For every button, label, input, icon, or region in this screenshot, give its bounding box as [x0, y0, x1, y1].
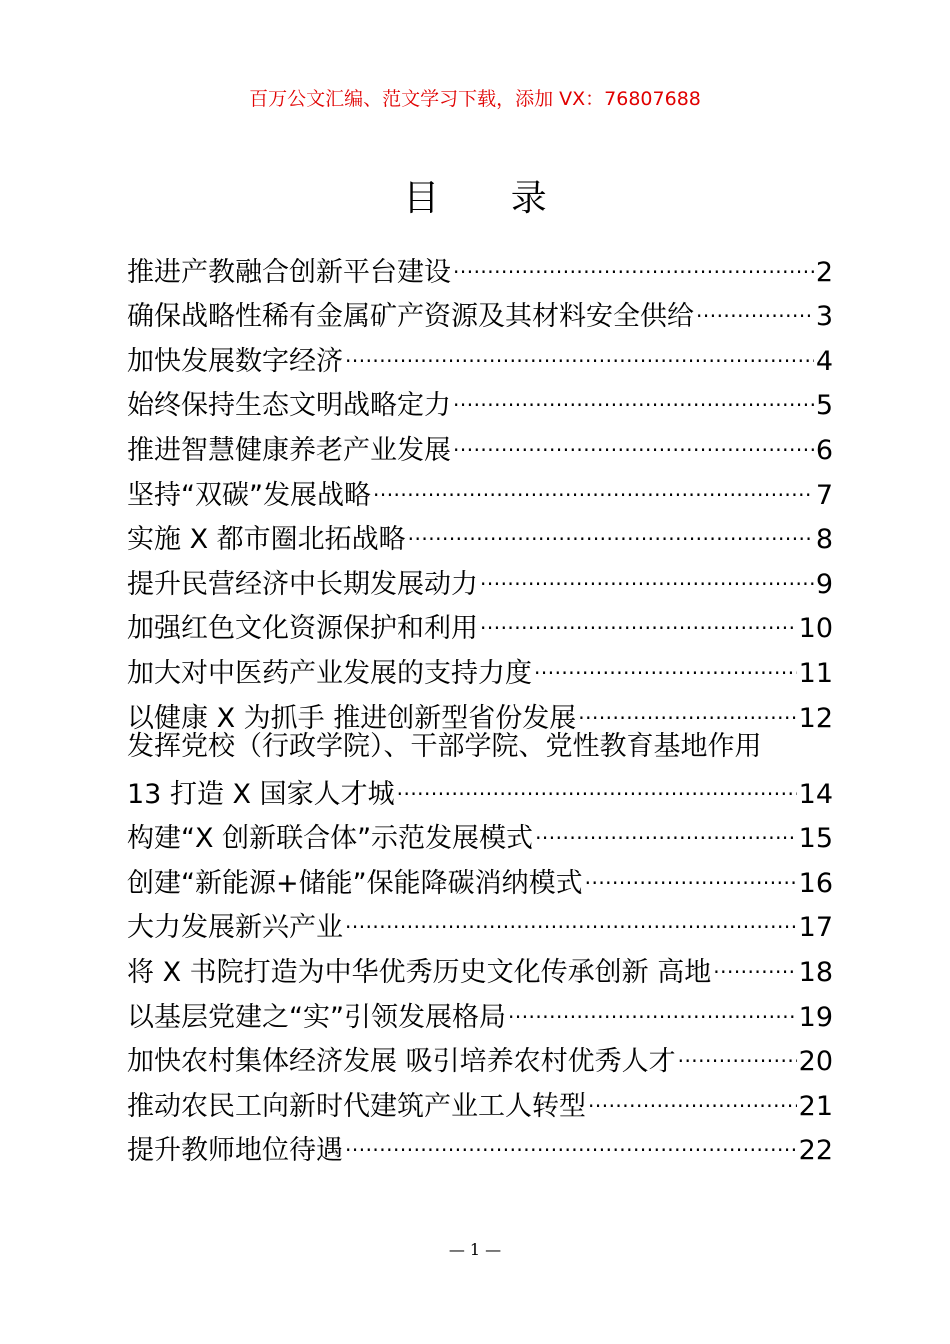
toc-entry-label: 加大对中医药产业发展的支持力度 [127, 657, 532, 689]
toc-title: 目 录 [403, 178, 577, 219]
toc-leader-dots [696, 281, 814, 326]
toc-entry-page: 14 [798, 778, 833, 810]
toc-entry-page: 21 [798, 1090, 833, 1122]
toc-entry-page: 20 [798, 1046, 833, 1078]
toc-leader-dots [453, 370, 814, 415]
toc-entry-label: 创建“新能源+储能”保能降碳消纳模式 [127, 867, 583, 899]
toc-entry-label: 大力发展新兴产业 [127, 912, 343, 944]
toc-leader-dots [535, 803, 797, 848]
toc-entry-page: 10 [798, 613, 833, 645]
toc-entry-page: 11 [798, 657, 833, 689]
toc-leader-dots [345, 325, 814, 370]
toc-entry-label: 坚持“双碳”发展战略 [127, 479, 371, 511]
toc-leader-dots [713, 936, 796, 981]
toc-entry[interactable] [127, 236, 833, 288]
toc-entry-label: 以健康 X 为抓手 推进创新型省份发展 [127, 702, 577, 734]
toc-entry-page: 3 [815, 301, 833, 333]
toc-entry-page: 7 [815, 479, 833, 511]
toc-entry-label: 以基层党建之“实”引领发展格局 [127, 1001, 506, 1033]
toc-entry-label: 将 X 书院打造为中华优秀历史文化传承创新 高地 [127, 956, 712, 988]
toc-leader-dots [578, 682, 796, 727]
toc-entry-page: 8 [815, 524, 833, 556]
toc-entry-label: 确保战略性稀有金属矿产资源及其材料安全供给 [127, 301, 694, 333]
toc-entry-label: 始终保持生态文明战略定力 [127, 390, 451, 422]
toc-leader-dots [453, 414, 814, 459]
toc-leader-dots [345, 1115, 797, 1160]
toc-entry-label: 提升民营经济中长期发展动力 [127, 568, 478, 600]
toc-entry-page: 6 [815, 434, 833, 466]
toc-leader-dots [508, 981, 797, 1026]
toc-entry-page: 9 [815, 568, 833, 600]
toc-entry-page: 12 [798, 702, 833, 734]
toc-entry-label: 构建“X 创新联合体”示范发展模式 [127, 823, 534, 855]
toc-leader-dots [480, 593, 797, 638]
toc-entry-page: 5 [815, 390, 833, 422]
toc-leader-dots [534, 637, 797, 682]
toc-list [127, 236, 833, 1167]
toc-entry-label: 加快农村集体经济发展 吸引培养农村优秀人才 [127, 1046, 676, 1078]
toc-entry-page: 2 [815, 256, 833, 288]
toc-entry-page: 18 [798, 956, 833, 988]
toc-entry-page: 22 [798, 1135, 833, 1167]
toc-entry-page: 17 [798, 912, 833, 944]
toc-leader-dots [397, 767, 797, 803]
toc-entry-label: 推进智慧健康养老产业发展 [127, 434, 451, 466]
toc-entry-page: 4 [815, 345, 833, 377]
toc-leader-dots [373, 459, 814, 504]
toc-leader-dots [453, 236, 814, 281]
toc-entry-wrapped-line[interactable]: 发挥党校（行政学院）、干部学院、党性教育基地作用 [127, 730, 762, 762]
toc-leader-dots [585, 847, 797, 892]
page-number: — 1 — [448, 1240, 502, 1259]
toc-entry-label: 推动农民工向新时代建筑产业工人转型 [127, 1090, 586, 1122]
toc-entry-page: 15 [798, 823, 833, 855]
toc-leader-dots [408, 504, 814, 549]
toc-entry-label: 加快发展数字经济 [127, 345, 343, 377]
toc-entry-label: 13 打造 X 国家人才城 [127, 778, 395, 810]
toc-entry-page: 16 [798, 867, 833, 899]
toc-leader-dots [678, 1026, 797, 1071]
toc-leader-dots [480, 548, 814, 593]
toc-entry-label: 提升教师地位待遇 [127, 1135, 343, 1167]
toc-entry-label: 推进产教融合创新平台建设 [127, 256, 451, 288]
toc-entry-page: 19 [798, 1001, 833, 1033]
toc-leader-dots [588, 1070, 797, 1115]
toc-entry-label: 加强红色文化资源保护和利用 [127, 613, 478, 645]
toc-entry[interactable] [127, 767, 833, 810]
toc-entry-label: 实施 X 都市圈北拓战略 [127, 524, 406, 556]
toc-leader-dots [345, 892, 797, 937]
watermark-banner: 百万公文汇编、范文学习下载，添加 VX：76807688 [249, 88, 701, 110]
